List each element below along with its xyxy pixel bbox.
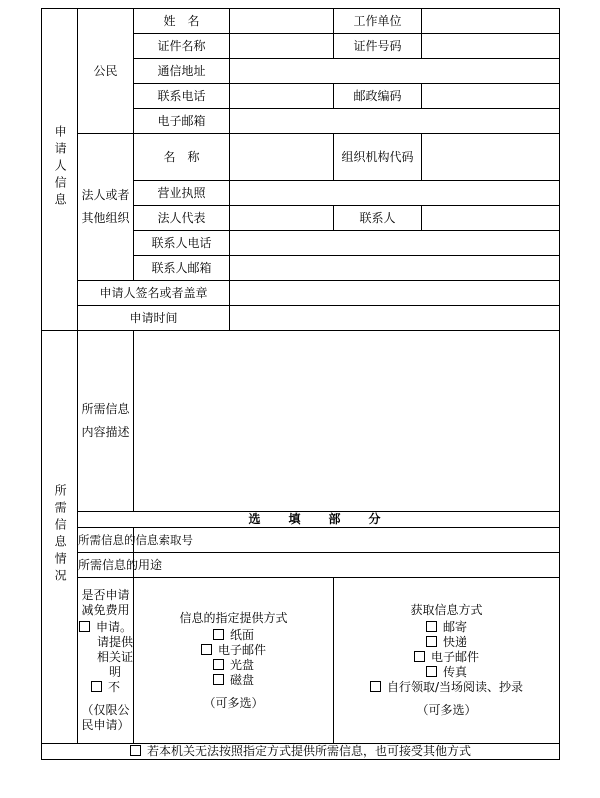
provide-method-option-label: 磁盘: [229, 672, 254, 687]
provide-method-option-label: 光盘: [229, 657, 254, 672]
field-value-signature[interactable]: [230, 281, 560, 306]
fee-option-apply-note-text: 请提供相关证明: [97, 635, 134, 679]
field-value-contact-email[interactable]: [230, 256, 560, 281]
field-label-purpose: 所需信息的用途: [78, 553, 134, 578]
field-value-postcode[interactable]: [422, 84, 560, 109]
obtain-method-option[interactable]: [334, 620, 559, 635]
obtain-method-option-label: 传真: [442, 665, 467, 679]
fee-reduction-title: 是否申请减免费用: [81, 588, 130, 617]
field-label-postcode: 邮政编码: [334, 84, 422, 109]
obtain-method-option-label: 电子邮件: [430, 650, 479, 664]
group-label-legal-entity-text: 法人或者其他组织: [81, 188, 130, 225]
fee-reduction-footnote: （仅限公民申请）: [81, 703, 130, 732]
checkbox-icon[interactable]: [130, 745, 141, 756]
section-label-applicant-info-text: 申请人信息: [53, 125, 68, 210]
field-value-id-type[interactable]: [230, 34, 334, 59]
table-row: [42, 528, 560, 553]
fee-option-not-apply[interactable]: [78, 680, 133, 695]
field-value-index-number[interactable]: [134, 528, 560, 553]
fee-reduction-block: [78, 578, 134, 744]
checkbox-icon[interactable]: [426, 636, 437, 647]
fee-option-apply-label: 申请。: [95, 620, 132, 634]
provide-method-option-label: 纸面: [229, 627, 254, 642]
field-value-contact-phone[interactable]: [230, 231, 560, 256]
checkbox-icon[interactable]: [414, 651, 425, 662]
section-label-requested-info: [42, 331, 78, 744]
provide-method-option[interactable]: [134, 628, 333, 643]
field-label-index-number: 所需信息的信息索取号: [78, 528, 134, 553]
checkbox-icon[interactable]: [370, 681, 381, 692]
field-label-id-number: 证件号码: [334, 34, 422, 59]
field-value-id-number[interactable]: [422, 34, 560, 59]
field-value-name[interactable]: [230, 9, 334, 34]
checkbox-icon[interactable]: [426, 621, 437, 632]
field-label-org-name: 名 称: [134, 134, 230, 181]
field-value-apply-time[interactable]: [230, 306, 560, 331]
information-request-form: [41, 8, 560, 760]
field-value-phone[interactable]: [230, 84, 334, 109]
field-label-email: 电子邮箱: [134, 109, 230, 134]
checkbox-icon[interactable]: [91, 681, 102, 692]
checkbox-icon[interactable]: [213, 659, 224, 670]
section-label-applicant-info: [42, 9, 78, 331]
field-value-org-code[interactable]: [422, 134, 560, 181]
bottom-note-row[interactable]: [42, 744, 560, 760]
fee-option-apply[interactable]: [78, 620, 133, 635]
provide-method-block: [134, 578, 334, 744]
obtain-method-option[interactable]: [334, 635, 559, 650]
table-row: [42, 306, 560, 331]
field-label-content-desc-text: 所需信息内容描述: [81, 402, 130, 439]
checkbox-icon[interactable]: [213, 629, 224, 640]
group-label-citizen-text: 公民: [93, 63, 118, 78]
obtain-method-block: [334, 578, 560, 744]
fee-option-apply-note: [78, 635, 133, 680]
field-label-contact-phone: 联系人电话: [134, 231, 230, 256]
bottom-note-label: 若本机关无法按照指定方式提供所需信息，也可接受其他方式: [146, 744, 471, 758]
field-label-address: 通信地址: [134, 59, 230, 84]
field-value-legal-rep[interactable]: [230, 206, 334, 231]
obtain-method-option[interactable]: [334, 650, 559, 665]
obtain-method-option-label: 自行领取/当场阅读、抄录: [386, 680, 524, 694]
provide-method-option[interactable]: [134, 643, 333, 658]
checkbox-icon[interactable]: [201, 644, 212, 655]
obtain-method-option[interactable]: [334, 665, 559, 680]
field-label-signature: 申请人签名或者盖章: [78, 281, 230, 306]
field-label-phone: 联系电话: [134, 84, 230, 109]
fee-option-not-apply-label: 不: [107, 680, 120, 694]
checkbox-icon[interactable]: [213, 674, 224, 685]
obtain-method-footnote: （可多选）: [416, 703, 477, 717]
table-row: [42, 331, 560, 512]
checkbox-icon[interactable]: [79, 621, 90, 632]
field-label-apply-time: 申请时间: [78, 306, 230, 331]
provide-method-option-label: 电子邮件: [217, 642, 266, 657]
group-label-legal-entity: [78, 134, 134, 281]
field-value-work-unit[interactable]: [422, 9, 560, 34]
field-value-contact-person[interactable]: [422, 206, 560, 231]
provide-method-option[interactable]: [134, 658, 333, 673]
provide-method-title: 信息的指定提供方式: [179, 610, 288, 625]
field-label-id-type: 证件名称: [134, 34, 230, 59]
obtain-method-option[interactable]: [334, 680, 559, 695]
field-value-address[interactable]: [230, 59, 560, 84]
table-row: [42, 134, 560, 181]
checkbox-icon[interactable]: [426, 666, 437, 677]
obtain-method-option-label: 邮寄: [442, 620, 467, 634]
provide-method-footnote: （可多选）: [203, 695, 264, 710]
field-label-org-code: 组织机构代码: [334, 134, 422, 181]
section-label-requested-info-text: 所需信息情况: [53, 484, 68, 586]
group-label-citizen: [78, 9, 134, 134]
table-row: [42, 9, 560, 34]
field-label-contact-person: 联系人: [334, 206, 422, 231]
field-value-content-desc[interactable]: [134, 331, 560, 512]
table-row: [42, 512, 560, 528]
table-row: [42, 553, 560, 578]
table-row: [42, 281, 560, 306]
table-row: [42, 744, 560, 760]
provide-method-option[interactable]: [134, 673, 333, 688]
field-label-work-unit: 工作单位: [334, 9, 422, 34]
field-value-email[interactable]: [230, 109, 560, 134]
field-value-business-license[interactable]: [230, 181, 560, 206]
field-label-name: 姓 名: [134, 9, 230, 34]
field-label-legal-rep: 法人代表: [134, 206, 230, 231]
field-value-org-name[interactable]: [230, 134, 334, 181]
field-label-business-license: 营业执照: [134, 181, 230, 206]
field-label-contact-email: 联系人邮箱: [134, 256, 230, 281]
obtain-method-option-label: 快递: [442, 635, 467, 649]
field-label-content-desc: [78, 331, 134, 512]
optional-section-title: 选 填 部 分: [78, 512, 560, 528]
table-row: [42, 578, 560, 744]
obtain-method-title: 获取信息方式: [410, 603, 483, 617]
field-value-purpose[interactable]: [134, 553, 560, 578]
